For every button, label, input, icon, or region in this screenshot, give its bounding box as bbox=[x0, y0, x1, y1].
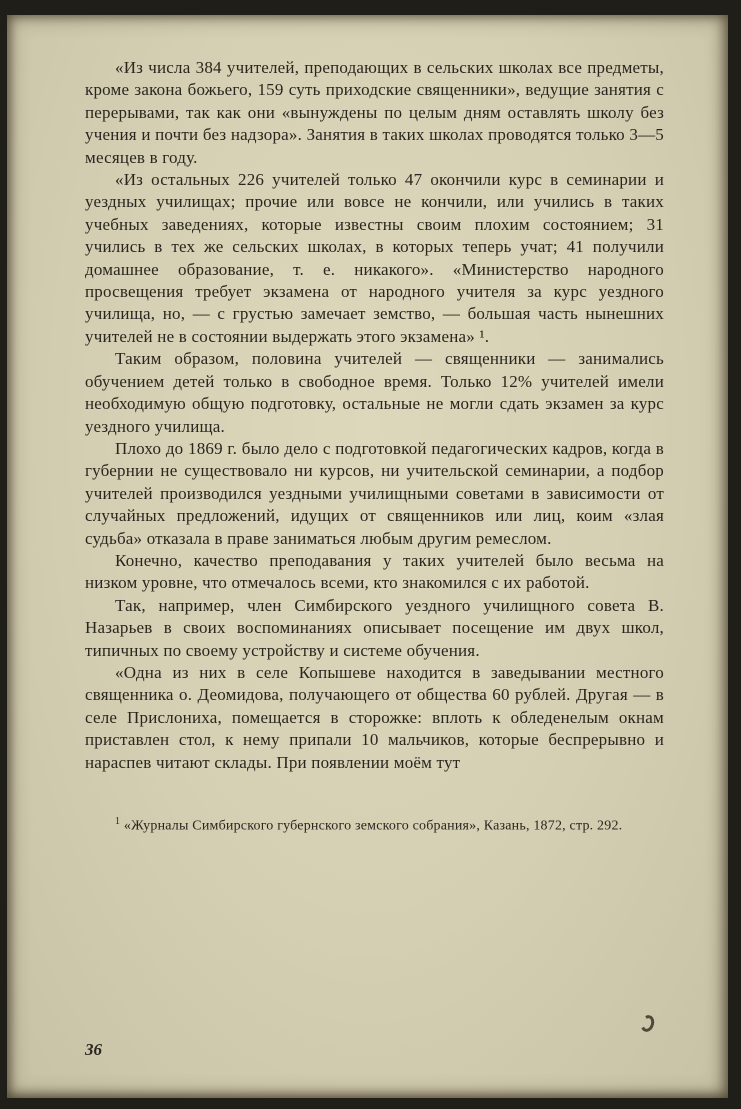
paragraph: Таким образом, половина учителей — священники — занимались обучением детей только в свободное время. Только 12% учителей имели необходимую общую подготовку, остальные не могли сдать экзамен за курс уездного училища. bbox=[85, 349, 664, 436]
footnote-text: «Журналы Симбирского губернского земского собрания», Казань, 1872, стр. 292. bbox=[123, 818, 623, 834]
footnote-marker: 1 bbox=[115, 816, 121, 827]
paragraph: Плохо до 1869 г. было дело с подготовкой педагогических кадров, когда в губернии не существовало ни курсов, ни учительской семинарии, а подбор учителей производился уездными училищными советами в зависимости от случайных предложений, идущих от священников или лиц, коим «злая судьба» отказала в праве заниматься любым другим ремеслом. bbox=[85, 438, 664, 548]
paragraph: Конечно, качество преподавания у таких учителей было весьма на низком уровне, что отмечалось всеми, кто знакомился с их работой. bbox=[85, 550, 664, 593]
text-block bbox=[85, 57, 664, 836]
footnote bbox=[85, 812, 664, 836]
paragraph: «Из числа 384 учителей, преподающих в сельских школах все предметы, кроме закона божьего, 159 суть приходские священники», ведущие занятия с перерывами, так как они «вынуждены по целым дням оставлять школу без учения и почти без надзора». Занятия в таких школах проводятся только 3—5 месяцев в году. bbox=[85, 58, 664, 167]
paragraph: «Из остальных 226 учителей только 47 окончили курс в семинарии и уездных училищах; прочие или вовсе не кончили, или учились в таких учебных заведениях, которые известны своим плохим состоянием; 31 учились в тех же сельских школах, в которых теперь учат; 41 получили домашнее образование, т. е. никакого». «Министерство народного просвещения требует экзамена от народного учителя за курс уездного училища, но, — с грустью замечает земство, — большая часть нынешних учителей не в состоянии выдержать этого экзамена» ¹. bbox=[85, 170, 664, 346]
paragraph: Так, например, член Симбирского уездного училищного совета В. Назарьев в своих воспоминаниях описывает посещение им двух школ, типичных по своему устройству и системе обучения. bbox=[85, 595, 664, 660]
ink-smudge-icon bbox=[639, 1013, 657, 1033]
book-page bbox=[7, 15, 728, 1098]
page-number: 36 bbox=[85, 1040, 102, 1059]
paragraph: «Одна из них в селе Копышеве находится в заведывании местного священника о. Деомидова, получающего от общества 60 рублей. Другая — в селе Прислониха, помещается в сторожке: вплоть к обледенелым окнам приставлен стол, к нему припали 10 мальчиков, которые беспрерывно и нараспев читают склады. При появлении моём тут bbox=[85, 662, 664, 772]
